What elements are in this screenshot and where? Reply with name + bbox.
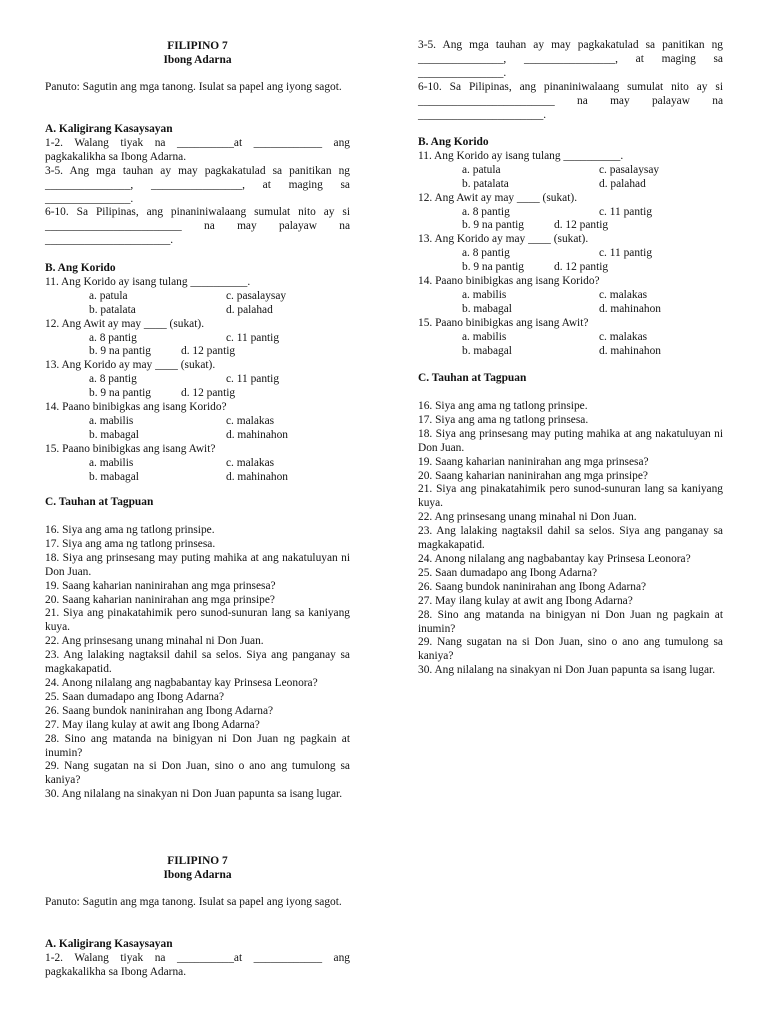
question-20: 20. Saang kaharian naninirahan ang mga prinsipe? <box>418 469 648 482</box>
option: c. 11 pantig <box>599 205 653 218</box>
question-30: 30. Ang nilalang na sinakyan ni Don Juan papunta sa isang lugar. <box>45 788 343 801</box>
option: b. 9 na pantig <box>89 387 152 400</box>
option: d. 12 pantig <box>554 261 609 274</box>
question-12: 12. Ang Awit ay may ____ (sukat). <box>45 317 205 330</box>
question-13-options-row2 <box>45 387 350 401</box>
question-6-10: 6-10. Sa Pilipinas, ang pinaniniwalaang sumulat nito ay si ________________________ na may palayaw na ______________________. <box>45 206 350 247</box>
section-a-heading: A. Kaligirang Kasaysayan <box>45 938 173 950</box>
option: a. patula <box>462 163 501 176</box>
question-12-options-row2 <box>45 345 350 359</box>
question-25: 25. Saan dumadapo ang Ibong Adarna? <box>418 566 598 579</box>
option: b. mabagal <box>89 428 139 441</box>
option: b. 9 na pantig <box>462 219 525 232</box>
option: d. 12 pantig <box>181 345 236 358</box>
question-15-options <box>45 457 350 485</box>
question-14: 14. Paano binibigkas ang isang Korido? <box>45 401 227 414</box>
question-22: 22. Ang prinsesang unang minahal ni Don Juan. <box>45 635 264 648</box>
question-18: 18. Siya ang prinsesang may puting mahika at ang nakatuluyan ni Don Juan. <box>418 427 723 454</box>
question-11: 11. Ang Korido ay isang tulang __________. <box>45 275 251 288</box>
question-24: 24. Anong nilalang ang nagbabantay kay Prinsesa Leonora? <box>45 676 318 689</box>
option: d. mahinahon <box>226 470 289 483</box>
question-13-options-row2 <box>418 261 723 275</box>
question-26: 26. Saang bundok naninirahan ang Ibong Adarna? <box>45 704 274 717</box>
option: d. 12 pantig <box>181 387 236 400</box>
question-27: 27. May ilang kulay at awit ang Ibong Adarna? <box>418 594 633 607</box>
option: c. pasalaysay <box>599 163 660 176</box>
option: c. pasalaysay <box>226 289 287 302</box>
option: a. patula <box>89 289 128 302</box>
option: a. 8 pantig <box>89 331 137 344</box>
option: a. mabilis <box>462 330 507 343</box>
question-13-options <box>45 373 350 387</box>
question-12-options <box>45 332 350 346</box>
option: a. 8 pantig <box>462 205 510 218</box>
question-1-2: 1-2. Walang tiyak na __________at ____________ ang pagkakalikha sa Ibong Adarna. <box>45 136 350 163</box>
option: b. 9 na pantig <box>89 345 152 358</box>
question-15-options <box>418 331 723 359</box>
option: c. malakas <box>599 288 648 301</box>
option: c. malakas <box>226 456 275 469</box>
question-26: 26. Saang bundok naninirahan ang Ibong Adarna? <box>418 580 647 593</box>
section-c-heading: C. Tauhan at Tagpuan <box>418 372 527 384</box>
section-b <box>418 136 723 359</box>
question-16: 16. Siya ang ama ng tatlong prinsipe. <box>418 400 588 412</box>
option: d. mahinahon <box>226 428 289 441</box>
option: a. mabilis <box>89 456 134 469</box>
question-11-options <box>418 164 723 192</box>
question-15: 15. Paano binibigkas ang isang Awit? <box>45 442 216 455</box>
option: b. 9 na pantig <box>462 261 525 274</box>
section-a-2 <box>45 938 350 980</box>
question-11-options <box>45 290 350 318</box>
option: d. mahinahon <box>599 302 662 315</box>
question-17: 17. Siya ang ama ng tatlong prinsesa. <box>418 413 589 426</box>
section-a-heading: A. Kaligirang Kasaysayan <box>45 123 173 135</box>
instructions-2: Panuto: Sagutin ang mga tanong. Isulat sa papel ang iyong sagot. <box>45 896 342 908</box>
question-18: 18. Siya ang prinsesang may puting mahika at ang nakatuluyan ni Don Juan. <box>45 551 350 578</box>
question-3-5: 3-5. Ang mga tauhan ay may pagkakatulad sa panitikan ng _______________, ________________, at maging sa _______________. <box>418 39 723 79</box>
question-24: 24. Anong nilalang ang nagbabantay kay Prinsesa Leonora? <box>418 552 691 565</box>
question-19: 19. Saang kaharian naninirahan ang mga prinsesa? <box>45 579 276 592</box>
question-23: 23. Ang lalaking nagtaksil dahil sa selos. Siya ang panganay sa magkakapatid. <box>418 525 723 552</box>
option: b. mabagal <box>462 344 512 357</box>
option: a. mabilis <box>89 414 134 427</box>
question-6-10: 6-10. Sa Pilipinas, ang pinaniniwalaang sumulat nito ay si ________________________ na may palayaw na ______________________. <box>418 80 723 121</box>
section-c-heading: C. Tauhan at Tagpuan <box>45 496 154 508</box>
worksheet-title: FILIPINO 7 <box>167 40 228 52</box>
section-b-heading: B. Ang Korido <box>45 262 116 274</box>
option: c. 11 pantig <box>226 373 280 386</box>
option: a. mabilis <box>462 288 507 301</box>
section-a <box>45 123 350 248</box>
question-29: 29. Nang sugatan na si Don Juan, sino o ano ang tumulong sa kaniya? <box>418 636 723 663</box>
worksheet-subtitle: Ibong Adarna <box>163 53 232 66</box>
question-17: 17. Siya ang ama ng tatlong prinsesa. <box>45 537 216 550</box>
section-c-questions <box>45 524 350 802</box>
question-21: 21. Siya ang pinakatahimik pero sunod-sunuran lang sa kaniyang kuya. <box>418 483 723 510</box>
question-30: 30. Ang nilalang na sinakyan ni Don Juan papunta sa isang lugar. <box>418 664 716 677</box>
question-20: 20. Saang kaharian naninirahan ang mga prinsipe? <box>45 593 275 606</box>
question-28: 28. Sino ang matanda na binigyan ni Don Juan ng pagkain at inumin? <box>45 732 350 759</box>
option: a. 8 pantig <box>89 373 137 386</box>
option: b. patalata <box>89 303 136 316</box>
question-27: 27. May ilang kulay at awit ang Ibong Adarna? <box>45 718 260 731</box>
worksheet-header-2 <box>45 855 350 883</box>
question-13: 13. Ang Korido ay may ____ (sukat). <box>45 359 216 372</box>
option: d. mahinahon <box>599 344 662 357</box>
question-28: 28. Sino ang matanda na binigyan ni Don Juan ng pagkain at inumin? <box>418 608 723 635</box>
worksheet-title: FILIPINO 7 <box>167 855 228 867</box>
section-a-continued <box>418 39 723 122</box>
option: b. mabagal <box>462 302 512 315</box>
option: d. palahad <box>599 177 646 190</box>
option: b. patalata <box>462 177 509 190</box>
option: c. 11 pantig <box>226 331 280 344</box>
section-c-questions <box>418 400 723 678</box>
section-b <box>45 262 350 485</box>
question-16: 16. Siya ang ama ng tatlong prinsipe. <box>45 524 215 536</box>
question-11: 11. Ang Korido ay isang tulang __________. <box>418 149 624 162</box>
question-14: 14. Paano binibigkas ang isang Korido? <box>418 275 600 288</box>
question-13: 13. Ang Korido ay may ____ (sukat). <box>418 233 589 246</box>
option: a. 8 pantig <box>462 247 510 260</box>
question-22: 22. Ang prinsesang unang minahal ni Don Juan. <box>418 511 637 524</box>
question-13-options <box>418 247 723 261</box>
option: c. 11 pantig <box>599 247 653 260</box>
worksheet-subtitle: Ibong Adarna <box>163 868 232 881</box>
option: c. malakas <box>599 330 648 343</box>
question-25: 25. Saan dumadapo ang Ibong Adarna? <box>45 690 225 703</box>
option: d. 12 pantig <box>554 219 609 232</box>
question-12: 12. Ang Awit ay may ____ (sukat). <box>418 191 578 204</box>
question-3-5: 3-5. Ang mga tauhan ay may pagkakatulad sa panitikan ng _______________, ________________, at maging sa _______________. <box>45 164 350 205</box>
question-15: 15. Paano binibigkas ang isang Awit? <box>418 316 589 329</box>
option: c. malakas <box>226 414 275 427</box>
option: d. palahad <box>226 303 273 316</box>
question-14-options <box>418 289 723 317</box>
question-29: 29. Nang sugatan na si Don Juan, sino o ano ang tumulong sa kaniya? <box>45 760 350 787</box>
section-b-heading: B. Ang Korido <box>418 136 489 148</box>
option: b. mabagal <box>89 470 139 483</box>
question-23: 23. Ang lalaking nagtaksil dahil sa selos. Siya ang panganay sa magkakapatid. <box>45 649 350 676</box>
question-12-options <box>418 206 723 220</box>
instructions: Panuto: Sagutin ang mga tanong. Isulat sa papel ang iyong sagot. <box>45 81 342 93</box>
question-14-options <box>45 415 350 443</box>
question-12-options-row2 <box>418 219 723 233</box>
worksheet-header <box>45 40 350 68</box>
question-1-2: 1-2. Walang tiyak na __________at ____________ ang pagkakalikha sa Ibong Adarna. <box>45 951 350 978</box>
question-21: 21. Siya ang pinakatahimik pero sunod-sunuran lang sa kaniyang kuya. <box>45 607 350 634</box>
question-19: 19. Saang kaharian naninirahan ang mga prinsesa? <box>418 455 649 468</box>
